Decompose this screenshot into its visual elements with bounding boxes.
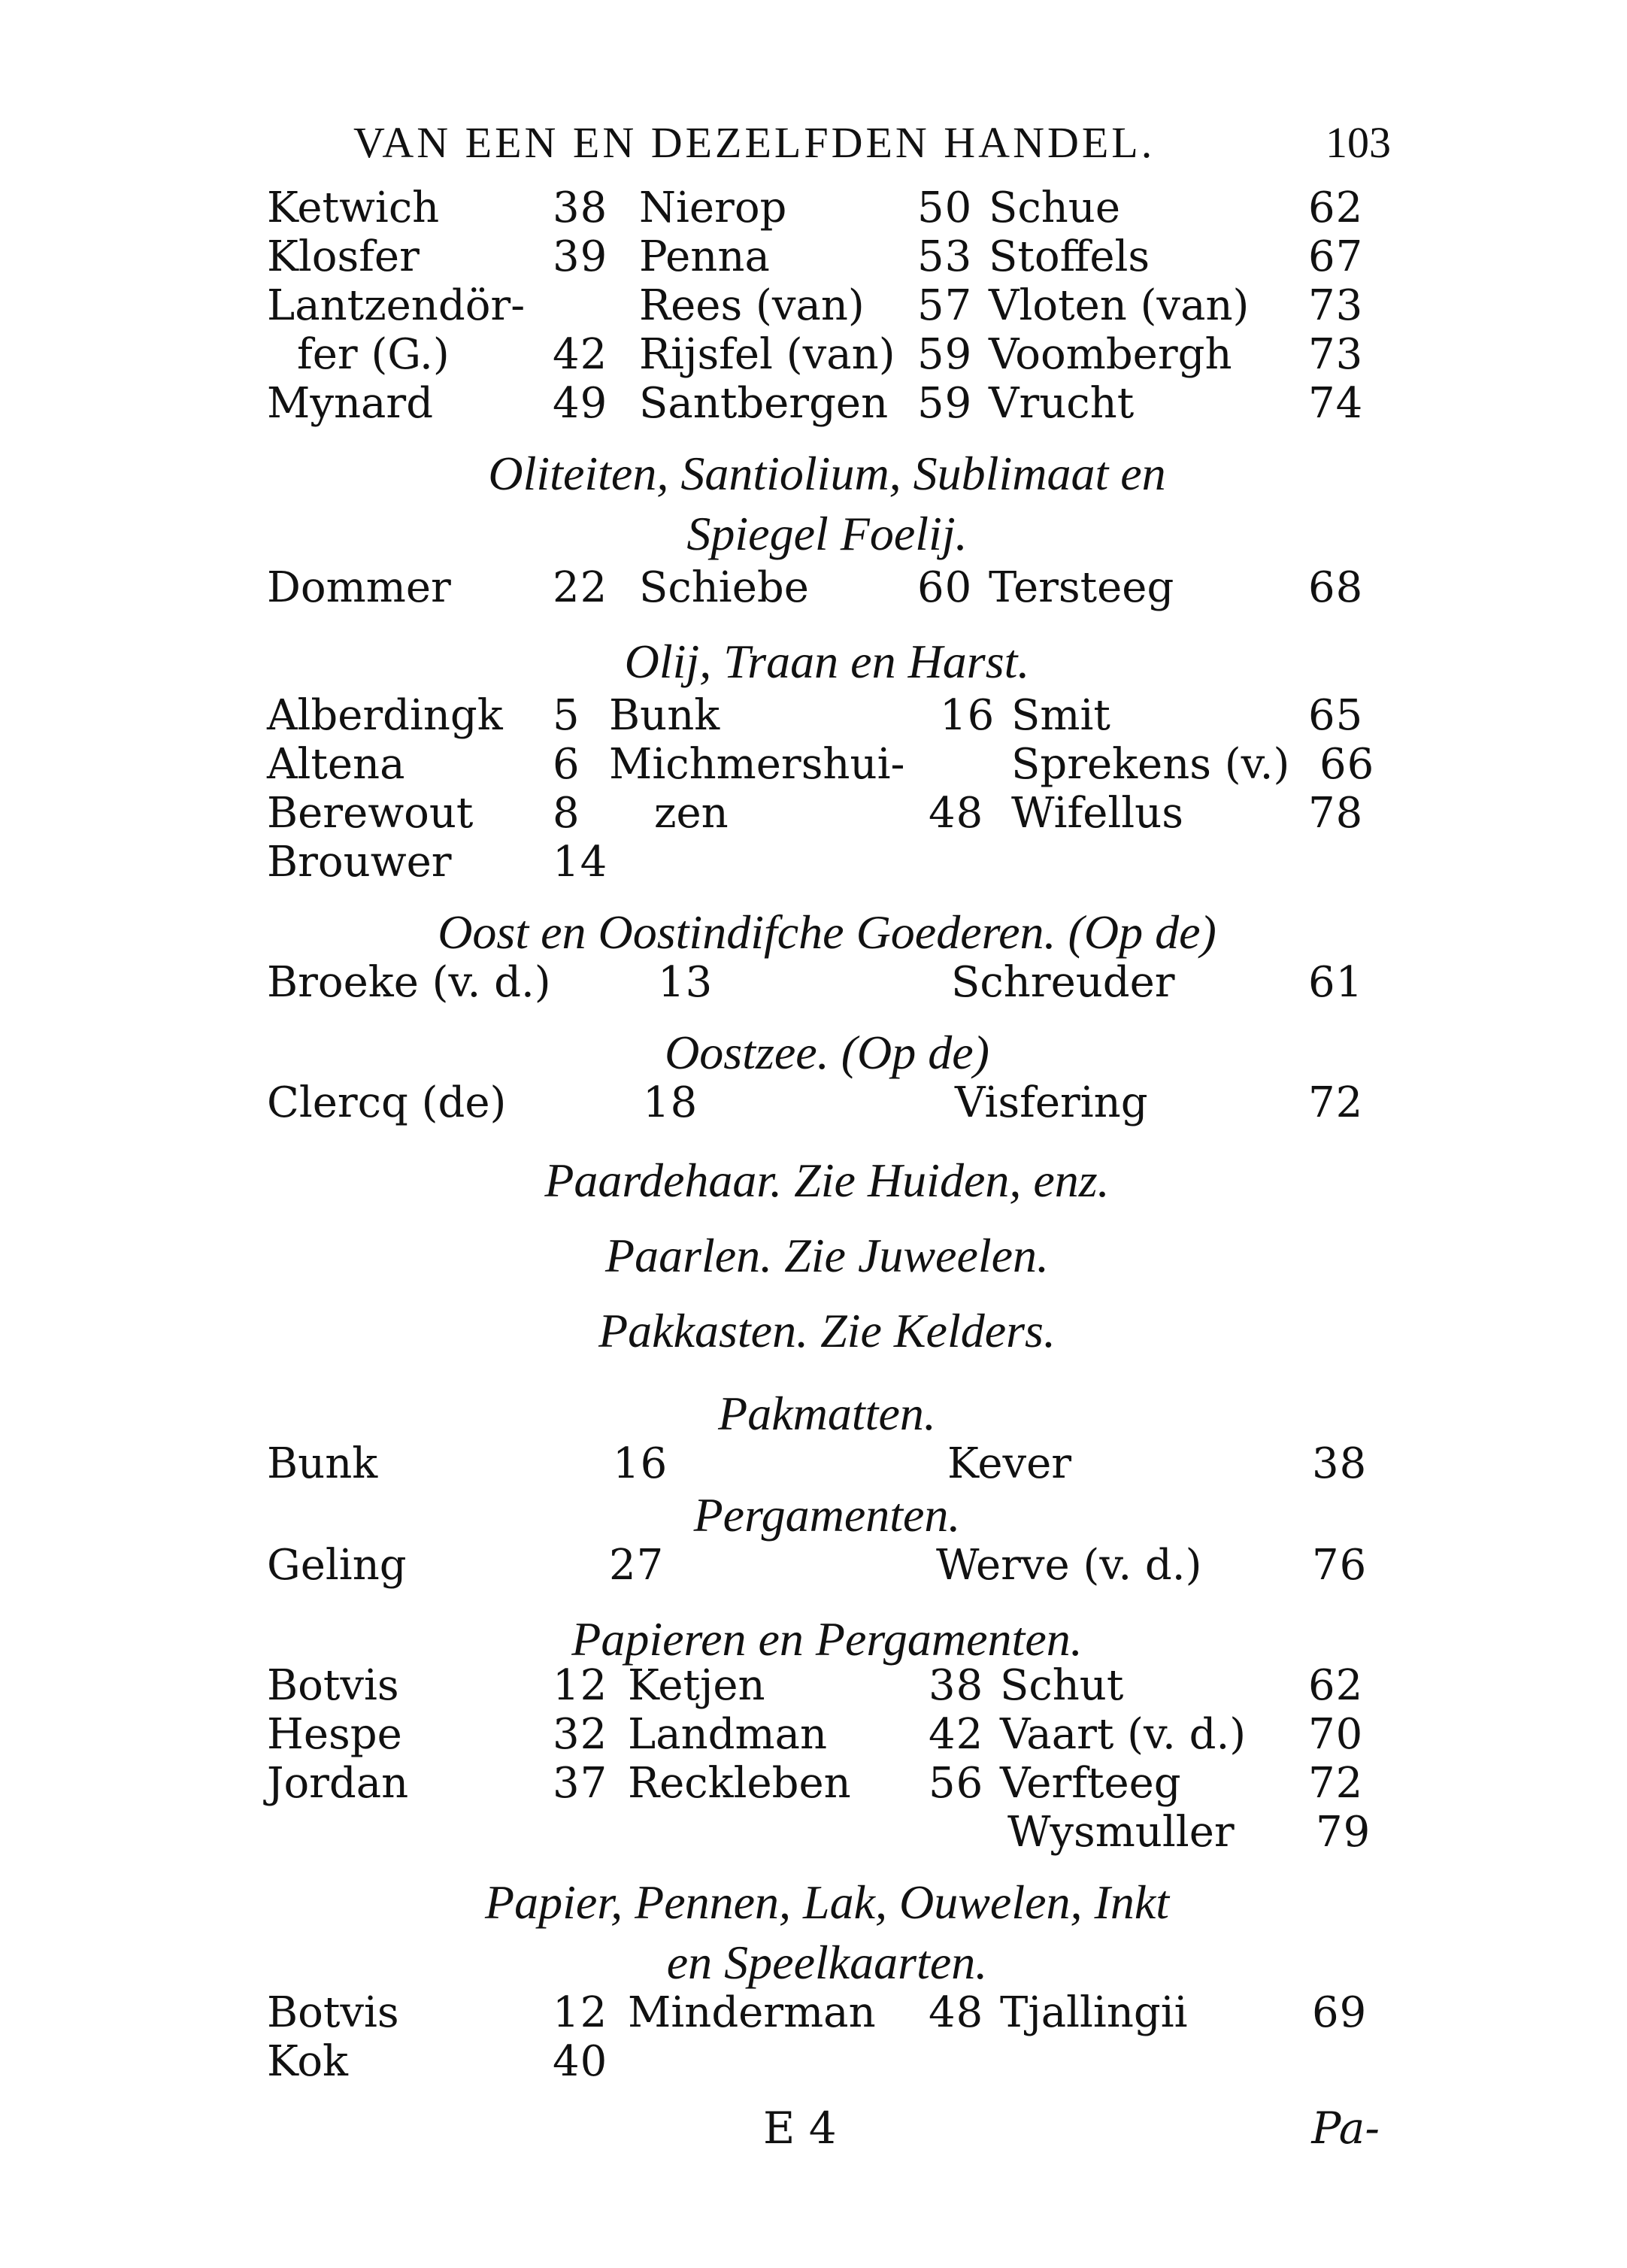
col3-name: Wifellus [1011, 789, 1183, 838]
col2-name: Nierop [639, 183, 787, 232]
section-heading-continued: en Speelkaarten. [666, 1936, 988, 1989]
index-row [267, 741, 1380, 789]
col3-page: 72 [1308, 1759, 1364, 1808]
index-row [267, 1711, 1380, 1759]
col1-page: 38 [553, 183, 608, 232]
col3-page: 70 [1308, 1710, 1364, 1759]
col1-page: 12 [553, 1988, 608, 2037]
col1-name: Brouwer [267, 838, 452, 887]
col2-name: Reckleben [628, 1759, 851, 1808]
col3-page: 74 [1308, 379, 1364, 428]
col3-page: 73 [1308, 281, 1364, 330]
col2-name: Ketjen [628, 1661, 765, 1710]
col2-page: 59 [917, 330, 973, 379]
col3-name: Stoffels [989, 232, 1150, 281]
col3-page: 78 [1308, 789, 1364, 838]
col2-page: 38 [929, 1661, 984, 1710]
section-heading: Pergamenten. [693, 1488, 961, 1542]
section-heading: Olij, Traan en Harst. [624, 635, 1030, 688]
index-row [267, 1542, 1380, 1590]
index-row [267, 1989, 1380, 2037]
section-heading: Oostzee. (Op de) [665, 1026, 989, 1079]
index-row [267, 380, 1380, 428]
col3-name: Smit [1011, 691, 1110, 740]
col1-page: 16 [613, 1439, 668, 1488]
col2-name: Rees (van) [639, 281, 865, 330]
col3-page: 79 [1316, 1808, 1371, 1857]
col2-page: 42 [929, 1710, 984, 1759]
col3-name: Vrucht [989, 379, 1135, 428]
col1-name: Geling [267, 1541, 407, 1590]
col3-page: 61 [1308, 958, 1364, 1007]
catchword: Pa- [1311, 2103, 1380, 2154]
col1-name: Bunk [267, 1439, 378, 1488]
col3-page: 62 [1308, 183, 1364, 232]
col3-name: Verfteeg [1000, 1759, 1181, 1808]
page-footer [267, 2098, 1380, 2158]
col1-page: 14 [553, 838, 608, 887]
col2-page: 50 [917, 183, 973, 232]
col1-page: 8 [553, 789, 580, 838]
section-heading-continued: Spiegel Foelij. [686, 507, 968, 560]
col3-page: 65 [1308, 691, 1364, 740]
index-row [267, 1440, 1380, 1488]
col3-name: Schut [1000, 1661, 1124, 1710]
running-title: VAN EEN EN DEZELFDEN HANDEL. [353, 118, 1156, 167]
col2-page: 48 [929, 1988, 984, 2037]
col1-page: 40 [553, 2037, 608, 2086]
col1-name: Botvis [267, 1661, 399, 1710]
col1-page: 6 [553, 740, 580, 789]
col1-name: Jordan [267, 1759, 409, 1808]
index-row [267, 959, 1380, 1007]
index-row [267, 2038, 1380, 2086]
col1-page: 42 [553, 330, 608, 379]
col2-name: Michmershui- [609, 740, 905, 789]
col2-page: 16 [940, 691, 995, 740]
col3-name: Vloten (van) [989, 281, 1250, 330]
index-row [267, 1079, 1380, 1127]
col1-name: Ketwich [267, 183, 440, 232]
signature-mark: E 4 [763, 2103, 837, 2154]
section-heading: Pakmatten. [718, 1387, 936, 1440]
col3-page: 73 [1308, 330, 1364, 379]
col1-page: 49 [553, 379, 608, 428]
col2-page: 53 [917, 232, 973, 281]
col1-name: Lantzendör- [267, 281, 526, 330]
index-row [267, 1760, 1380, 1808]
section-heading: Papier, Pennen, Lak, Ouwelen, Inkt [485, 1875, 1169, 1929]
col3-page: 62 [1308, 1661, 1364, 1710]
col2-page: 60 [917, 563, 973, 612]
col3-name: Tjallingii [1000, 1988, 1188, 2037]
col1-name: fer (G.) [297, 330, 450, 379]
col1-page: 39 [553, 232, 608, 281]
col3-name: Wysmuller [1007, 1808, 1235, 1857]
section-heading: Oost en Oostindifche Goederen. (Op de) [438, 905, 1216, 959]
col2-name: Minderman [628, 1988, 876, 2037]
col1-name: Hespe [267, 1710, 402, 1759]
col3-name: Werve (v. d.) [936, 1541, 1202, 1590]
col2-name: Penna [639, 232, 770, 281]
col1-page: 18 [643, 1078, 698, 1127]
col3-page: 38 [1312, 1439, 1368, 1488]
col2-page: 57 [917, 281, 973, 330]
col3-name: Sprekens (v.) [1011, 740, 1290, 789]
col2-name: Landman [628, 1710, 828, 1759]
col3-page: 72 [1308, 1078, 1364, 1127]
col3-page: 66 [1319, 740, 1375, 789]
index-row [267, 838, 1380, 887]
index-row [267, 331, 1380, 379]
col3-page: 68 [1308, 563, 1364, 612]
col2-page: 59 [917, 379, 973, 428]
index-row [267, 692, 1380, 740]
col3-page: 69 [1312, 1988, 1368, 2037]
col2-name: Bunk [609, 691, 720, 740]
col1-name: Mynard [267, 379, 434, 428]
col1-name: Altena [267, 740, 405, 789]
col3-name: Vaart (v. d.) [1000, 1710, 1247, 1759]
col3-name: Kever [947, 1439, 1072, 1488]
col3-page: 76 [1312, 1541, 1368, 1590]
col1-page: 13 [658, 958, 714, 1007]
page-header [353, 113, 1391, 173]
col3-name: Visfering [955, 1078, 1148, 1127]
col2-page: 56 [929, 1759, 984, 1808]
index-row [267, 1809, 1380, 1857]
col3-name: Schreuder [951, 958, 1175, 1007]
col1-name: Berewout [267, 789, 474, 838]
col1-name: Broeke (v. d.) [267, 958, 551, 1007]
index-row [267, 233, 1380, 281]
col2-page: 48 [929, 789, 984, 838]
col1-name: Clercq (de) [267, 1078, 507, 1127]
section-heading: Oliteiten, Santiolium, Sublimaat en [488, 447, 1166, 500]
col1-page: 27 [609, 1541, 665, 1590]
index-row [267, 184, 1380, 232]
col3-name: Voombergh [989, 330, 1232, 379]
col1-page: 37 [553, 1759, 608, 1808]
col1-name: Alberdingk [267, 691, 503, 740]
col1-page: 22 [553, 563, 608, 612]
col1-page: 5 [553, 691, 580, 740]
index-row [267, 790, 1380, 838]
col1-page: 12 [553, 1661, 608, 1710]
col2-name: Santbergen [639, 379, 889, 428]
index-row [267, 1662, 1380, 1710]
section-heading: Papieren en Pergamenten. [571, 1612, 1083, 1666]
col3-name: Schue [989, 183, 1120, 232]
col1-page: 32 [553, 1710, 608, 1759]
page-number: 103 [1326, 118, 1391, 167]
col1-name: Dommer [267, 563, 451, 612]
index-row [267, 564, 1380, 612]
col3-page: 67 [1308, 232, 1364, 281]
col3-name: Tersteeg [989, 563, 1174, 612]
index-row [267, 282, 1380, 330]
cross-reference-paardehaar: Paardehaar. Zie Huiden, enz. [544, 1154, 1110, 1207]
col1-name: Kok [267, 2037, 348, 2086]
col1-name: Botvis [267, 1988, 399, 2037]
col2-name: Schiebe [639, 563, 809, 612]
col1-name: Klosfer [267, 232, 420, 281]
col2-name: zen [654, 789, 729, 838]
cross-reference-pakkasten: Pakkasten. Zie Kelders. [598, 1304, 1056, 1357]
cross-reference-paarlen: Paarlen. Zie Juweelen. [604, 1229, 1050, 1282]
col2-name: Rijsfel (van) [639, 330, 895, 379]
